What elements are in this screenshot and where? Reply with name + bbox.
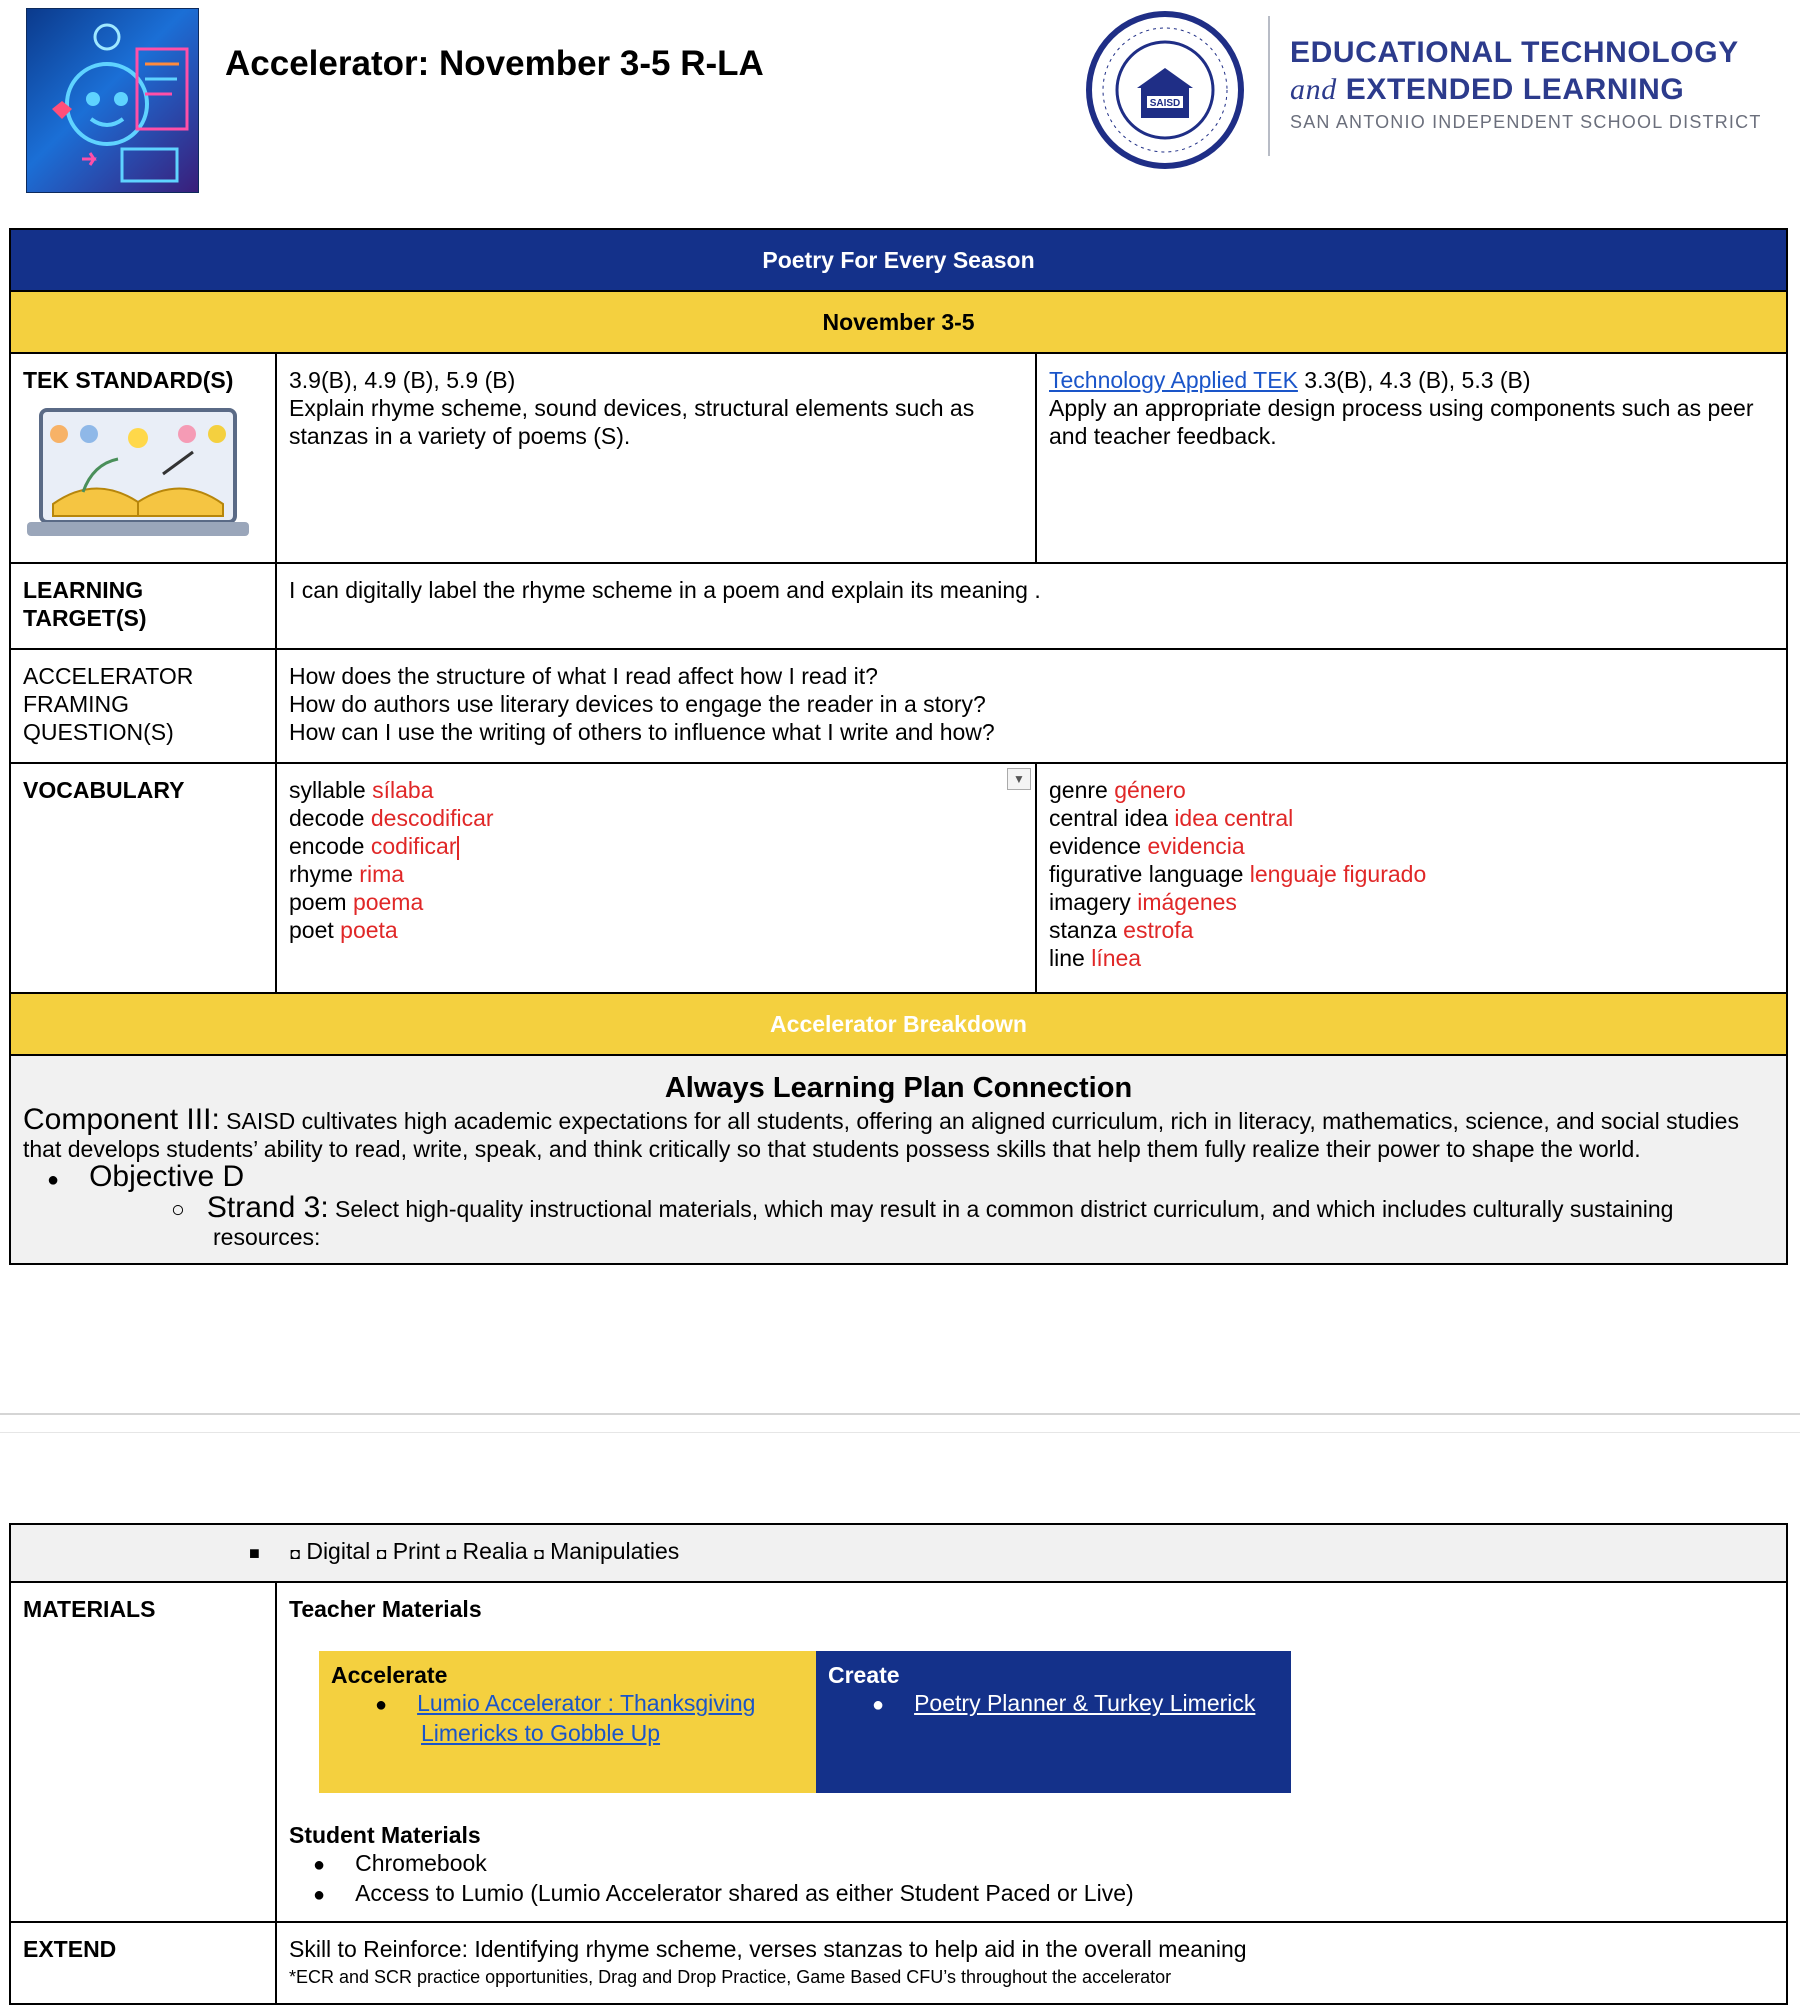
vocab-en: genre (1049, 777, 1108, 803)
materials-label: MATERIALS (10, 1582, 276, 1922)
vocab-item (289, 804, 1023, 832)
vocab-en: poet (289, 917, 334, 943)
strand-label: Strand 3: (206, 1191, 329, 1224)
laptop-book-illustration (23, 404, 253, 544)
student-material-item: ● Access to Lumio (Lumio Accelerator shared as either Student Paced or Live) (359, 1879, 1774, 1909)
vocab-item (289, 888, 1023, 916)
vocab-es: género (1114, 777, 1186, 803)
org-line-1: EDUCATIONAL TECHNOLOGY (1290, 36, 1739, 69)
framing-questions-cell (276, 649, 1787, 763)
vocabulary-left-cell (276, 763, 1036, 993)
plan-title: Poetry For Every Season (10, 229, 1787, 291)
plan-dates: November 3-5 (10, 291, 1787, 353)
org-and: and (1290, 73, 1337, 106)
org-line-2 (1290, 71, 1762, 108)
objective-list (23, 1160, 1774, 1194)
always-learning-plan-cell (10, 1055, 1787, 1264)
vocab-en: syllable (289, 777, 366, 803)
extend-cell (276, 1922, 1787, 2004)
vocabulary-right-cell (1036, 763, 1787, 993)
create-list (828, 1689, 1279, 1719)
accelerate-title: Accelerate (331, 1662, 448, 1688)
strand-text: Select high-quality instructional materials, which may result in a common district curriculum, and which includes culturally sustaining resources: (213, 1196, 1674, 1250)
framing-question: How does the structure of what I read affect how I read it? (289, 663, 878, 689)
student-materials-list (289, 1849, 1774, 1909)
poetry-planner-link[interactable]: Poetry Planner & Turkey Limerick (914, 1690, 1256, 1716)
vocabulary-label: VOCABULARY (10, 763, 276, 993)
vocab-item (1049, 776, 1774, 804)
create-item (914, 1689, 1279, 1719)
vocab-es: línea (1091, 945, 1142, 971)
vocab-es: rima (359, 861, 405, 887)
vocab-item (289, 776, 1023, 804)
seal-center-text: SAISD (1149, 98, 1181, 109)
type-digital: Digital (306, 1538, 371, 1564)
learning-target-text: I can digitally label the rhyme scheme in a poem and explain its meaning . (276, 563, 1787, 649)
tek-codes: 3.9(B), 4.9 (B), 5.9 (B) (289, 367, 516, 393)
framing-label: ACCELERATOR FRAMING QUESTION(S) (10, 649, 276, 763)
type-realia: Realia (462, 1538, 528, 1564)
tek-tech-line (1049, 366, 1774, 394)
vocab-es: imágenes (1137, 889, 1237, 915)
saisd-seal (1085, 10, 1245, 170)
tek-label: TEK STANDARD(S) (23, 367, 234, 393)
accelerate-item (417, 1689, 804, 1747)
vocab-item (1049, 916, 1774, 944)
checkbox-icon[interactable]: ◘ (446, 1546, 457, 1563)
accelerator-logo (26, 8, 199, 193)
vocab-en: poem (289, 889, 347, 915)
extend-text: Skill to Reinforce: Identifying rhyme scheme, verses stanzas to help aid in the overall meaning (289, 1936, 1247, 1962)
component-text: SAISD cultivates high academic expectations for all students, offering an aligned curriculum, rich in literacy, mathematics, science, and social studies that develops students’ ability to read, write, speak, and think critically so that students possess skills that help them fully realize their power to shape the world. (23, 1108, 1739, 1162)
document-title: Accelerator: November 3-5 R-LA (225, 44, 764, 83)
vocab-en: figurative language (1049, 861, 1244, 887)
header-divider (1268, 16, 1270, 156)
vocab-en: evidence (1049, 833, 1142, 859)
lumio-accelerator-link[interactable]: Lumio Accelerator : Thanksgiving Limericks to Gobble Up (417, 1690, 756, 1746)
student-materials-heading: Student Materials (289, 1822, 481, 1848)
materials-cell (276, 1582, 1787, 1922)
vocab-es: poeta (340, 917, 398, 943)
tek-tech-description: Apply an appropriate design process using components such as peer and teacher feedback. (1049, 395, 1754, 449)
checkbox-icon[interactable]: ◘ (534, 1546, 544, 1563)
extend-note: *ECR and SCR practice opportunities, Drag and Drop Practice, Game Based CFU’s throughout the accelerator (289, 1967, 1172, 1987)
checkbox-icon[interactable]: ◘ (290, 1546, 300, 1563)
vocab-es: estrofa (1123, 917, 1194, 943)
vocab-item (289, 916, 1023, 944)
alp-title: Always Learning Plan Connection (664, 1072, 1133, 1104)
component-paragraph (23, 1103, 1774, 1163)
vocab-item (1049, 860, 1774, 888)
create-box (816, 1651, 1291, 1793)
strand-item (206, 1191, 1774, 1251)
accelerate-box (319, 1651, 816, 1793)
technology-applied-tek-link[interactable]: Technology Applied TEK (1049, 367, 1298, 393)
types-bullet: ■ (249, 1543, 260, 1563)
dropdown-toggle-icon[interactable]: ▼ (1007, 768, 1031, 790)
type-print: Print (392, 1538, 440, 1564)
vocab-es: descodificar (370, 805, 494, 831)
extend-label: EXTEND (10, 1922, 276, 2004)
teacher-materials-heading: Teacher Materials (289, 1596, 482, 1622)
student-material-item: ● Chromebook (359, 1849, 1774, 1879)
vocab-en: encode (289, 833, 365, 859)
tek-description: Explain rhyme scheme, sound devices, structural elements such as stanzas in a variety of poems (S). (289, 395, 975, 449)
vocab-en: decode (289, 805, 365, 831)
tek-tech-cell (1036, 353, 1787, 563)
learning-target-label: LEARNING TARGET(S) (10, 563, 276, 649)
teacher-materials-boxes (319, 1651, 1774, 1793)
vocab-item (289, 860, 1023, 888)
framing-question: How do authors use literary devices to engage the reader in a story? (289, 691, 986, 717)
vocab-item (1049, 832, 1774, 860)
vocab-es: lenguaje figurado (1249, 861, 1427, 887)
vocab-es: poema (352, 889, 424, 915)
type-manipulatives: Manipulaties (550, 1538, 680, 1564)
strand-list (23, 1191, 1774, 1251)
vocab-en: rhyme (289, 861, 353, 887)
page-break-line (0, 1432, 1800, 1433)
vocab-item (1049, 888, 1774, 916)
materials-table (9, 1523, 1788, 2005)
tek-label-cell (10, 353, 276, 563)
vocab-es: evidencia (1147, 833, 1245, 859)
component-label: Component III: (23, 1103, 220, 1136)
org-line-3: SAN ANTONIO INDEPENDENT SCHOOL DISTRICT (1290, 112, 1762, 132)
page-break-line (0, 1413, 1800, 1415)
tek-ela-cell (276, 353, 1036, 563)
framing-question: How can I use the writing of others to influence what I write and how? (289, 719, 995, 745)
text-cursor (457, 836, 459, 860)
create-title: Create (828, 1662, 900, 1688)
material-types-row (10, 1524, 1787, 1582)
lesson-plan-table (9, 228, 1788, 1265)
vocab-en: imagery (1049, 889, 1131, 915)
accelerate-list (331, 1689, 804, 1747)
vocab-en: central idea (1049, 805, 1168, 831)
vocab-en: line (1049, 945, 1085, 971)
vocab-item (1049, 804, 1774, 832)
org-line-2-text: EXTENDED LEARNING (1345, 73, 1685, 106)
vocab-item (1049, 944, 1774, 972)
vocab-item (289, 832, 1023, 860)
accelerator-breakdown-heading: Accelerator Breakdown (10, 993, 1787, 1055)
vocab-es: idea central (1174, 805, 1294, 831)
vocab-es: codificar (370, 833, 457, 859)
checkbox-icon[interactable]: ◘ (376, 1546, 387, 1563)
objective-item: ● Objective D (93, 1163, 1774, 1194)
vocab-es: sílaba (372, 777, 434, 803)
tek-tech-codes: 3.3(B), 4.3 (B), 5.3 (B) (1297, 367, 1531, 393)
vocab-en: stanza (1049, 917, 1117, 943)
department-name (1290, 34, 1762, 133)
